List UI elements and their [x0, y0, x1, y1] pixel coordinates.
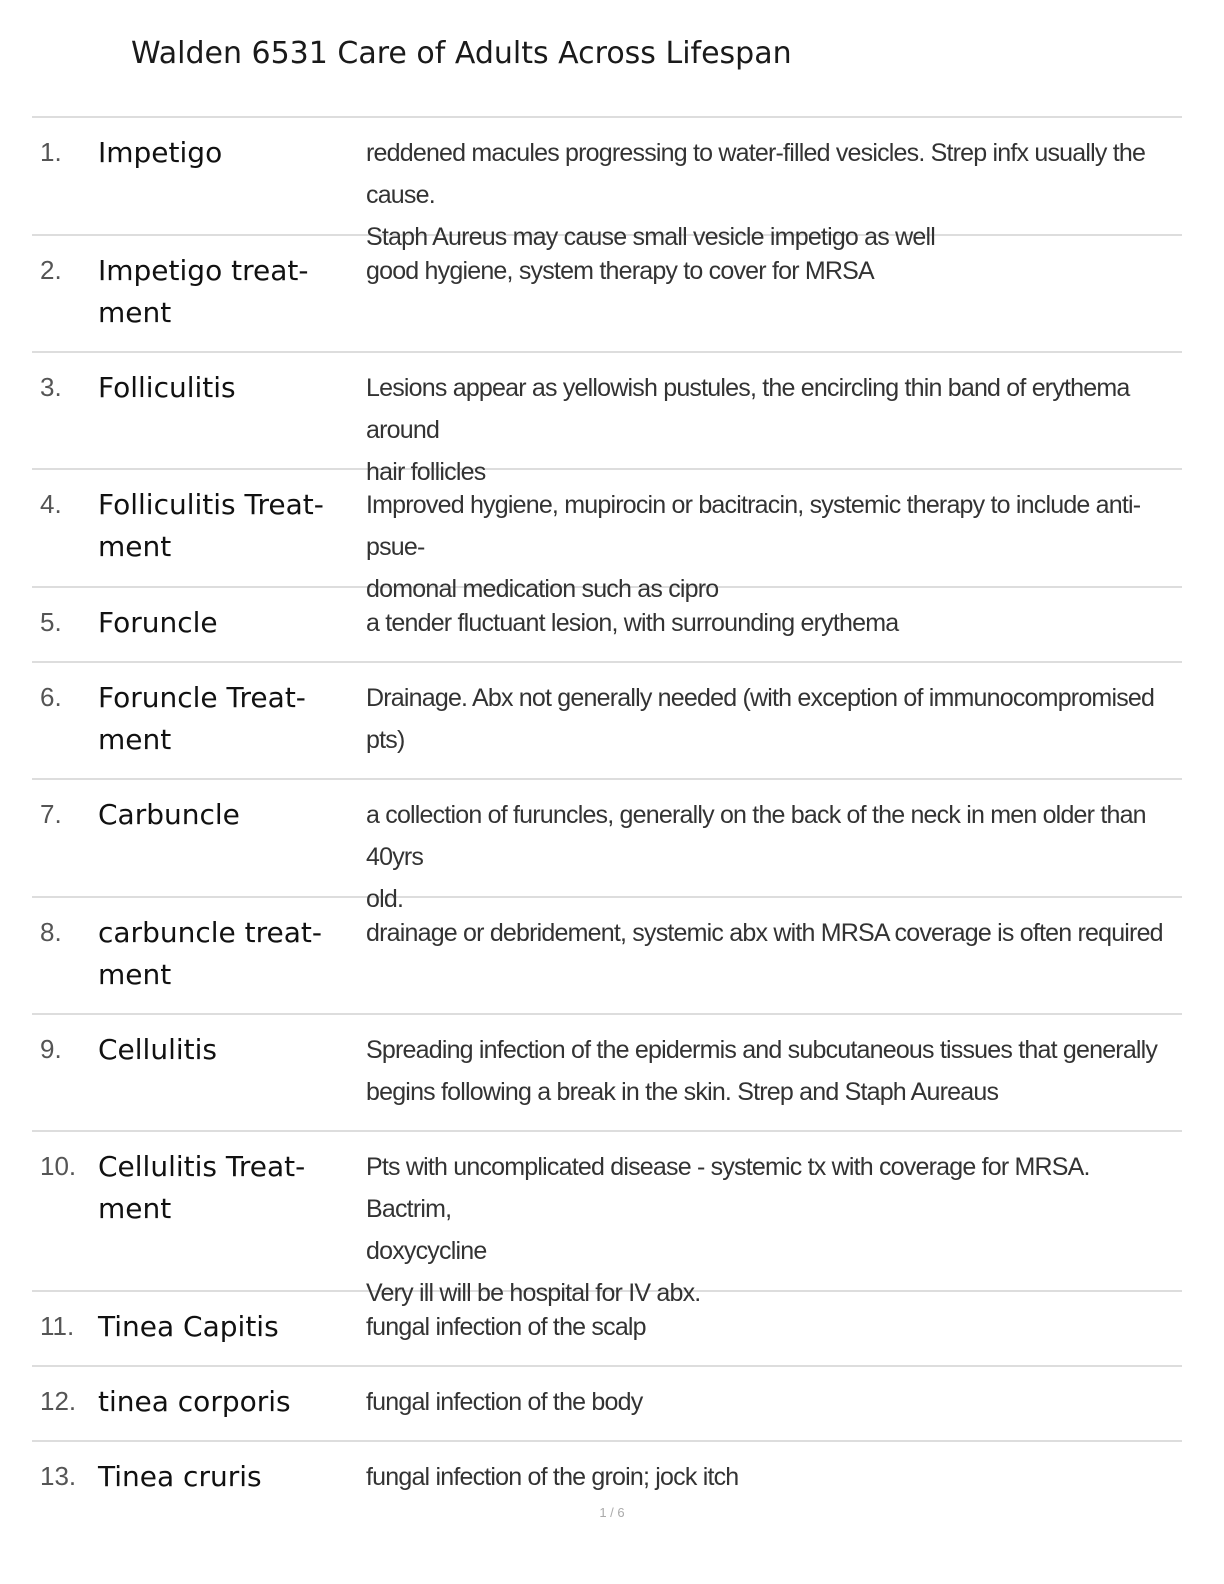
flashcard-row: [32, 663, 1182, 780]
card-number: 7.: [40, 799, 62, 829]
card-number: 6.: [40, 682, 62, 712]
card-term: Folliculitis Treat- ment: [98, 488, 324, 563]
card-term: Cellulitis Treat- ment: [98, 1150, 306, 1225]
card-definition: drainage or debridement, systemic abx with MRSA coverage is often required: [366, 919, 1163, 947]
flashcard-row: [32, 1132, 1182, 1307]
page-indicator: 1 / 6: [599, 1505, 625, 1520]
card-term: Carbuncle: [98, 798, 240, 831]
card-number: 2.: [40, 255, 62, 285]
flashcard-row: [32, 118, 1182, 251]
card-definition: Improved hygiene, mupirocin or bacitracin, systemic therapy to include anti-psue- domonal medication such as cipro: [366, 491, 1141, 603]
card-term: Impetigo: [98, 136, 223, 169]
flashcard-row: [32, 898, 1182, 1015]
card-definition: reddened macules progressing to water-filled vesicles. Strep infx usually the cause. Staph Aureus may cause small vesicle impetigo as well: [366, 139, 1146, 251]
card-term: Foruncle: [98, 606, 218, 639]
card-number: 12.: [40, 1386, 77, 1416]
card-number: 11.: [40, 1311, 75, 1341]
card-number: 9.: [40, 1034, 62, 1064]
card-number: 10.: [40, 1151, 77, 1181]
card-term: Tinea cruris: [98, 1460, 262, 1493]
card-number: 4.: [40, 489, 62, 519]
card-term: Cellulitis: [98, 1033, 217, 1066]
flashcard-list: [32, 116, 1182, 1504]
flashcard-row: [32, 780, 1182, 913]
flashcard-row: [32, 1442, 1182, 1504]
card-term: tinea corporis: [98, 1385, 291, 1418]
card-term: Folliculitis: [98, 371, 236, 404]
card-number: 13.: [40, 1461, 77, 1491]
card-number: 1.: [40, 137, 62, 167]
card-definition: Spreading infection of the epidermis and subcutaneous tissues that generally begins following a break in the skin. Strep and Staph Aureaus: [366, 1036, 1158, 1106]
flashcard-row: [32, 353, 1182, 486]
card-definition: fungal infection of the groin; jock itch: [366, 1463, 739, 1491]
flashcard-row: [32, 236, 1182, 353]
card-definition: fungal infection of the scalp: [366, 1313, 646, 1341]
card-term: carbuncle treat- ment: [98, 916, 322, 991]
card-definition: Drainage. Abx not generally needed (with exception of immunocompromised pts): [366, 684, 1155, 754]
card-definition: Pts with uncomplicated disease - systemic tx with coverage for MRSA. Bactrim, doxycycline Very ill will be hospital for IV abx.: [366, 1153, 1090, 1307]
flashcard-row: [32, 1015, 1182, 1132]
flashcard-row: [32, 1367, 1182, 1442]
card-number: 3.: [40, 372, 62, 402]
card-definition: a tender fluctuant lesion, with surrounding erythema: [366, 609, 899, 637]
card-number: 5.: [40, 607, 62, 637]
card-number: 8.: [40, 917, 62, 947]
card-term: Tinea Capitis: [98, 1310, 279, 1343]
card-definition: fungal infection of the body: [366, 1388, 643, 1416]
card-term: Foruncle Treat- ment: [98, 681, 306, 756]
card-term: Impetigo treat- ment: [98, 254, 309, 329]
card-definition: a collection of furuncles, generally on the back of the neck in men older than 40yrs old.: [366, 801, 1146, 913]
card-definition: good hygiene, system therapy to cover for MRSA: [366, 257, 874, 285]
document-title: Walden 6531 Care of Adults Across Lifespan: [131, 36, 792, 71]
card-definition: Lesions appear as yellowish pustules, the encircling thin band of erythema around hair follicles: [366, 374, 1130, 486]
flashcard-row: [32, 470, 1182, 603]
